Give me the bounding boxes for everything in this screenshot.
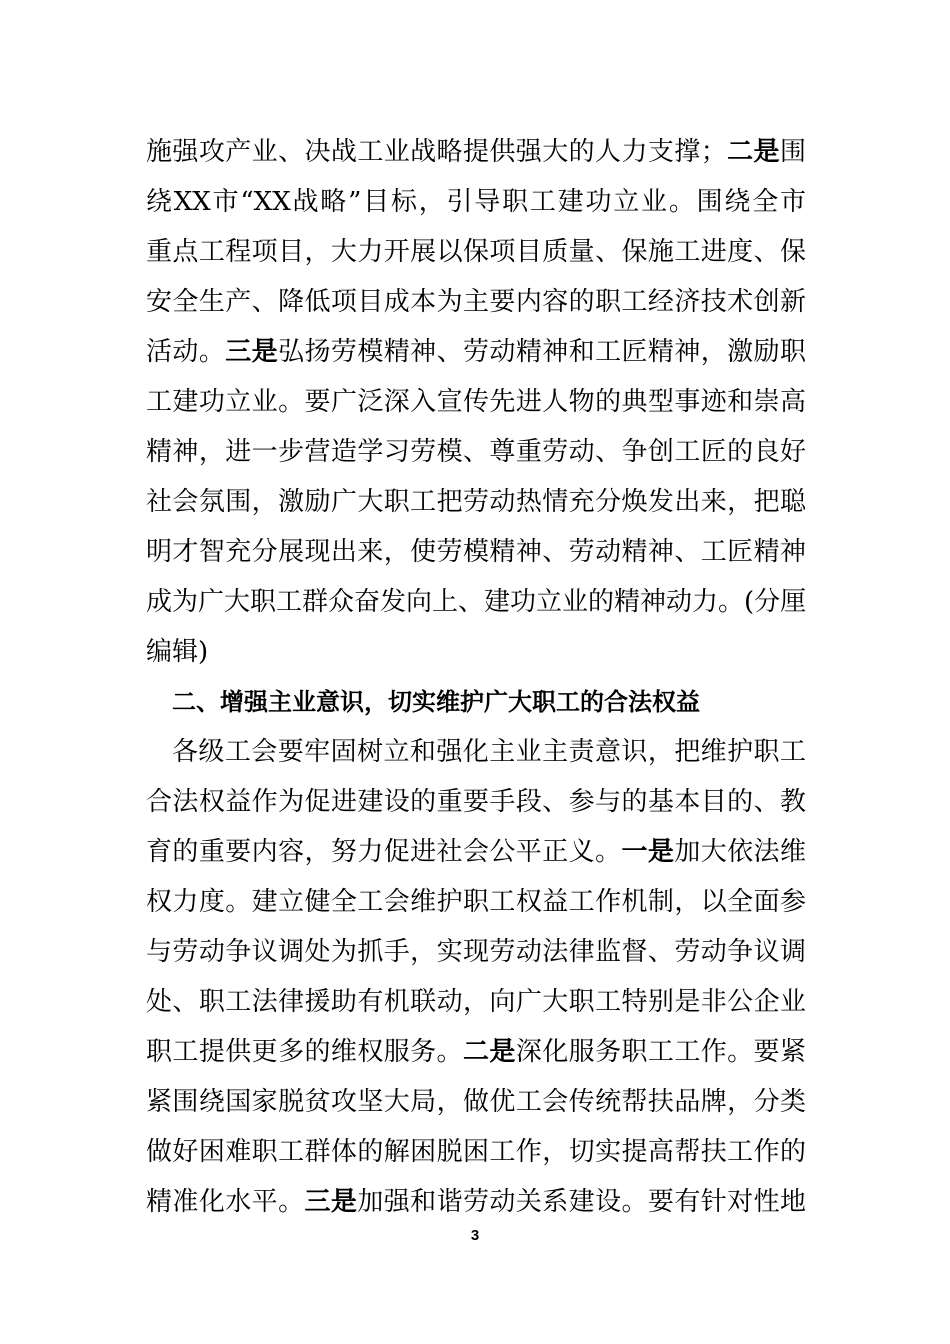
paragraph-line bbox=[146, 132, 806, 172]
paragraph-line: 处、职工法律援助有机联动，向广大职工特别是非公企业 bbox=[146, 987, 806, 1017]
paragraph-line bbox=[146, 832, 806, 872]
page-number: 3 bbox=[470, 1227, 480, 1244]
text-run: 精准化水平。 bbox=[146, 1187, 305, 1217]
paragraph-line bbox=[146, 1032, 806, 1072]
bold-marker: 三是 bbox=[225, 337, 279, 367]
paragraph-line: 重点工程项目，大力开展以保项目质量、保施工进度、保 bbox=[146, 237, 806, 267]
text-run: 育的重要内容，努力促进社会公平正义。 bbox=[146, 837, 622, 867]
text-run: 围 bbox=[779, 137, 806, 167]
paragraph-line: 紧围绕国家脱贫攻坚大局，做优工会传统帮扶品牌，分类 bbox=[146, 1087, 806, 1117]
bold-marker: 二是 bbox=[462, 1037, 516, 1067]
paragraph-line: 做好困难职工群体的解困脱困工作，切实提高帮扶工作的 bbox=[146, 1137, 806, 1167]
paragraph-line: 与劳动争议调处为抓手，实现劳动法律监督、劳动争议调 bbox=[146, 937, 806, 967]
paragraph-line: 工建功立业。要广泛深入宣传先进人物的典型事迹和崇高 bbox=[146, 387, 806, 417]
paragraph-line: 精神，进一步营造学习劳模、尊重劳动、争创工匠的良好 bbox=[146, 437, 806, 467]
paragraph-line: 明才智充分展现出来，使劳模精神、劳动精神、工匠精神 bbox=[146, 537, 806, 567]
text-run: 加强和谐劳动关系建设。要有针对性地 bbox=[357, 1187, 806, 1217]
paragraph-line: 权力度。建立健全工会维护职工权益工作机制，以全面参 bbox=[146, 887, 806, 917]
paragraph-line: 编辑) bbox=[146, 637, 209, 667]
text-run: 弘扬劳模精神、劳动精神和工匠精神，激励职 bbox=[278, 337, 806, 367]
paragraph-line: 安全生产、降低项目成本为主要内容的职工经济技术创新 bbox=[146, 287, 806, 317]
text-run: 活动。 bbox=[146, 337, 226, 367]
text-run: 施强攻产业、决战工业战略提供强大的人力支撑； bbox=[146, 137, 727, 167]
bold-marker: 一是 bbox=[621, 837, 675, 867]
paragraph-line: 成为广大职工群众奋发向上、建功立业的精神动力。(分厘 bbox=[146, 587, 807, 617]
section-heading: 二、增强主业意识，切实维护广大职工的合法权益 bbox=[172, 688, 700, 716]
text-run: 深化服务职工工作。要紧 bbox=[515, 1037, 806, 1067]
paragraph-line bbox=[146, 332, 806, 372]
paragraph-line: 社会氛围，激励广大职工把劳动热情充分焕发出来，把聪 bbox=[146, 487, 806, 517]
paragraph-line: 合法权益作为促进建设的重要手段、参与的基本目的、教 bbox=[146, 787, 806, 817]
text-run: 职工提供更多的维权服务。 bbox=[146, 1037, 463, 1067]
paragraph-line: 绕XX市“XX战略”目标，引导职工建功立业。围绕全市 bbox=[146, 187, 806, 217]
text-run: 加大依法维 bbox=[674, 837, 806, 867]
bold-marker: 二是 bbox=[726, 137, 780, 167]
paragraph-line bbox=[146, 1182, 806, 1222]
paragraph-line: 各级工会要牢固树立和强化主业主责意识，把维护职工 bbox=[172, 737, 806, 767]
bold-marker: 三是 bbox=[304, 1187, 358, 1217]
